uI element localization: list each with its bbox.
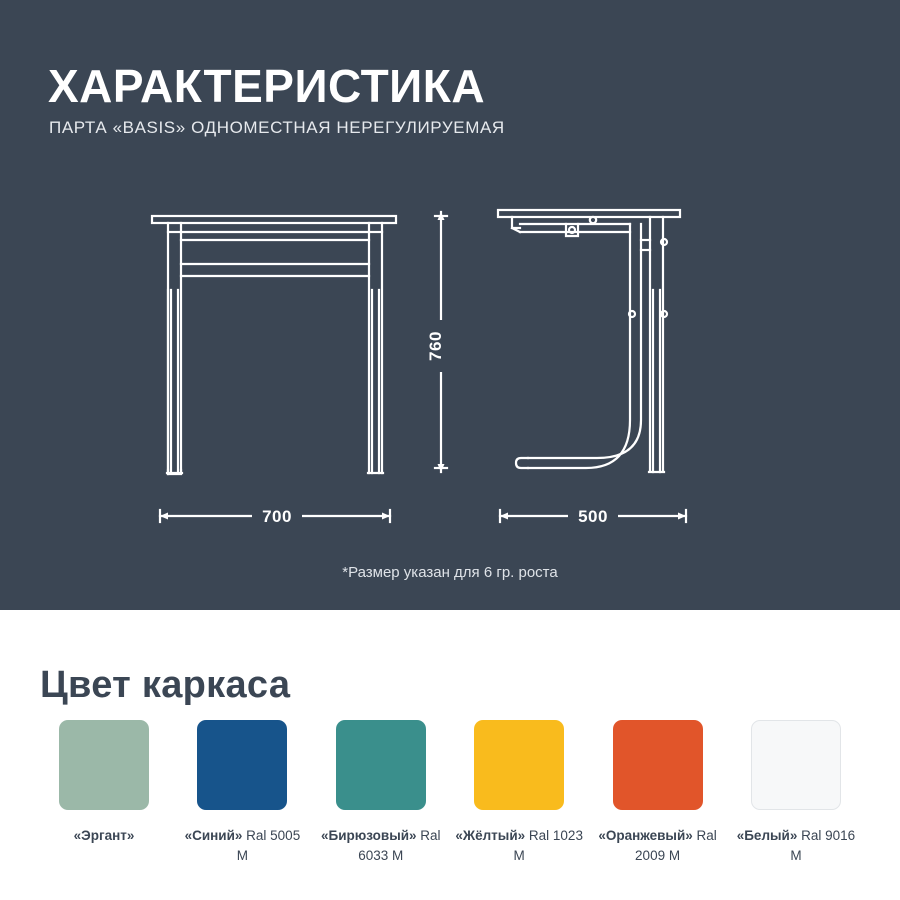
swatch-name: «Белый» (736, 828, 798, 843)
color-swatch-orange[interactable] (594, 720, 722, 865)
swatch-color-chip[interactable] (751, 720, 841, 810)
swatch-code: Ral 5005 М (236, 828, 301, 863)
swatch-name: «Бирюзовый» (320, 828, 417, 843)
swatch-color-chip[interactable] (336, 720, 426, 810)
swatch-name: «Эргант» (73, 828, 135, 843)
swatch-caption (594, 826, 722, 865)
swatch-caption (455, 826, 583, 865)
color-swatch-ergant[interactable] (40, 720, 168, 865)
swatch-code: Ral 9016 М (790, 828, 856, 863)
color-swatch-blue[interactable] (178, 720, 306, 865)
color-swatch-yellow[interactable] (455, 720, 583, 865)
page-subtitle: ПАРТА «BASIS» ОДНОМЕСТНАЯ НЕРЕГУЛИРУЕМАЯ (49, 118, 505, 137)
swatch-code: Ral 1023 М (513, 828, 583, 863)
swatch-color-chip[interactable] (59, 720, 149, 810)
color-swatch-white[interactable] (732, 720, 860, 865)
swatch-code: Ral 2009 М (635, 828, 717, 863)
swatch-caption (74, 826, 135, 846)
swatch-name: «Синий» (184, 828, 243, 843)
page-title: ХАРАКТЕРИСТИКА (48, 59, 486, 112)
color-section-title: Цвет каркаса (40, 663, 291, 706)
dimension-height-label: 760 (426, 331, 445, 361)
technical-drawing (0, 180, 900, 600)
swatch-caption (317, 826, 445, 865)
size-note: *Размер указан для 6 гр. роста (342, 564, 558, 581)
swatch-caption (178, 826, 306, 865)
desk-drawing-svg (0, 180, 900, 600)
frame-color-panel (0, 610, 900, 900)
color-swatch-turquoise[interactable] (317, 720, 445, 865)
swatch-color-chip[interactable] (613, 720, 703, 810)
color-swatch-row (40, 720, 860, 865)
swatch-color-chip[interactable] (474, 720, 564, 810)
swatch-code: Ral 6033 М (358, 828, 441, 863)
dimension-depth-label: 500 (578, 507, 608, 526)
front-view-drawing (152, 216, 396, 474)
dimension-width-label: 700 (262, 507, 292, 526)
swatch-name: «Оранжевый» (598, 828, 693, 843)
side-view-drawing (498, 210, 680, 472)
swatch-color-chip[interactable] (197, 720, 287, 810)
swatch-caption (732, 826, 860, 865)
swatch-name: «Жёлтый» (455, 828, 526, 843)
